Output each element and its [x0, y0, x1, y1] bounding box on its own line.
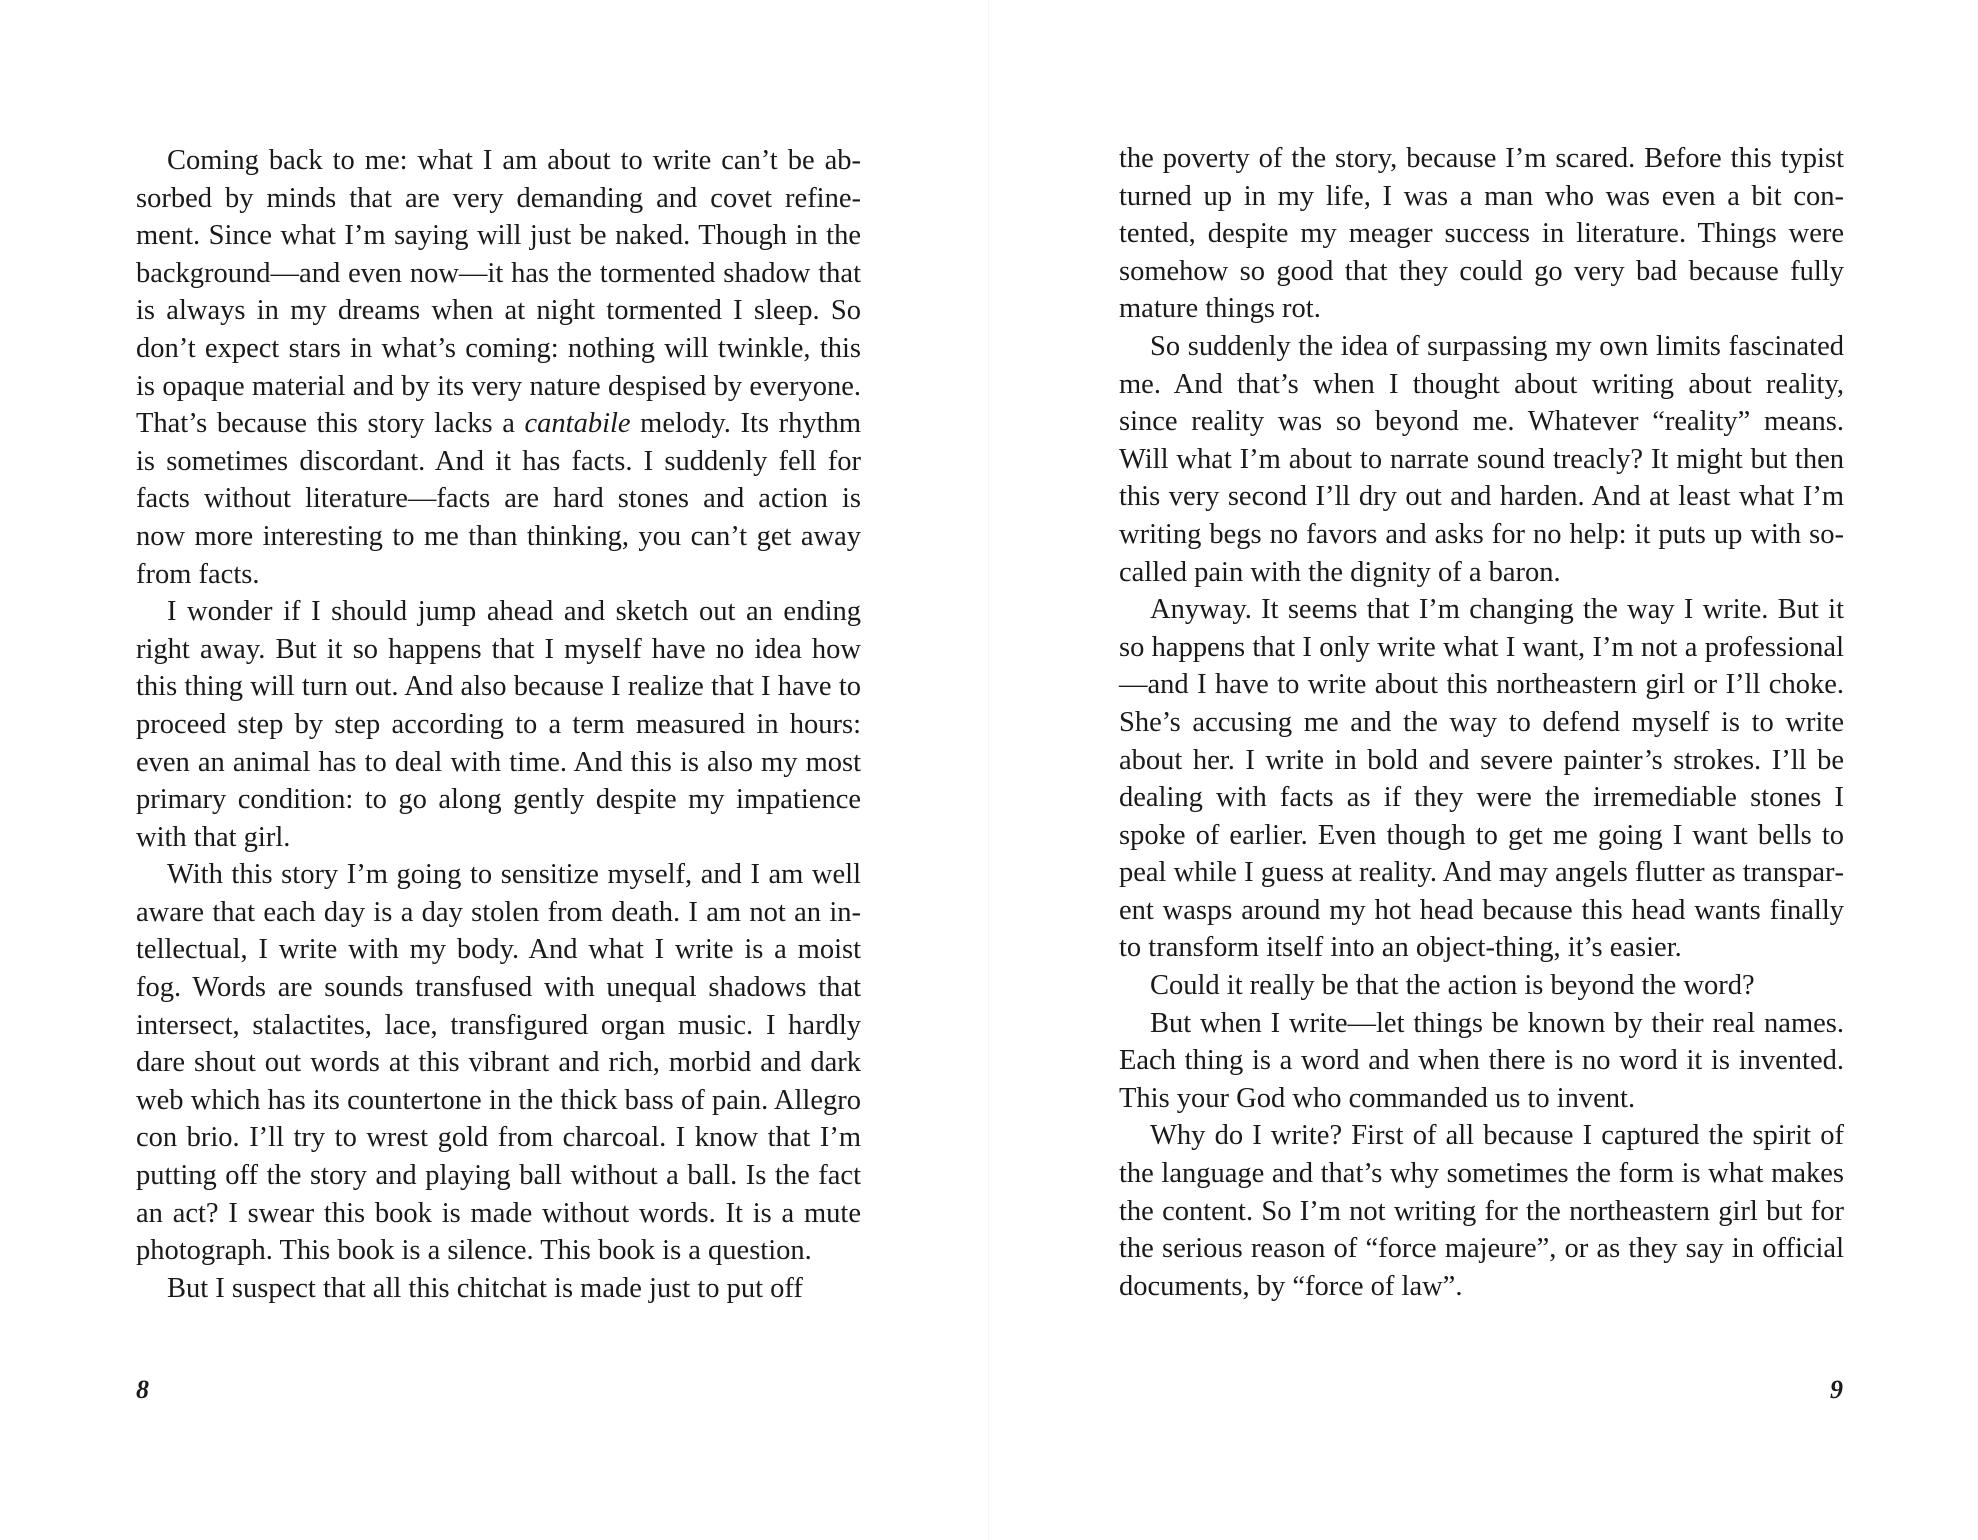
- paragraph: Why do I write? First of all because I captured the spirit of the language and that’s why sometimes the form is what makes the content. So I’m not writing for the northeastern girl but for the serious reason of “force majeure”, or as they say in official documents, by “force of law”.: [1119, 1120, 1844, 1302]
- page-number-right: 9: [1830, 1375, 1843, 1404]
- paragraph: Anyway. It seems that I’m changing the way I write. But it so happens that I only write what I want, I’m not a professional—and I have to write about this northeastern girl or I’ll choke. She’s accusing me and the way to defend myself is to write about her. I write in bold and severe painter’s strokes. I’ll be dealing with facts as if they were the irremediable stones I spoke of earlier. Even though to get me going I want bells to peal while I guess at reality. And may angels flutter as transparent wasps around my hot head because this head wants finally to transform itself into an object-thing, it’s easier.: [1119, 594, 1844, 964]
- page-number-left: 8: [136, 1375, 149, 1404]
- right-page: [989, 0, 1978, 1540]
- paragraph: But when I write—let things be known by their real names. Each thing is a word and when there is no word it is invented. This your God who commanded us to invent.: [1119, 1007, 1844, 1114]
- paragraph: Could it really be that the action is beyond the word?: [1150, 970, 1755, 1002]
- paragraph-text-continued: melody. Its rhythm is sometimes discordant. And it has facts. I suddenly fell for facts without literature—facts are hard stones and action is now more interesting to me than thinking, you can’t get away from facts.: [136, 408, 861, 590]
- paragraph: So suddenly the idea of surpassing my own limits fascinated me. And that’s when I thought about writing about reality, since reality was so beyond me. Whatever “reality” means. Will what I’m about to narrate sound treacly? It might but then this very second I’ll dry out and harden. And at least what I’m writing begs no favors and asks for no help: it puts up with so-called pain with the dignity of a baron.: [1119, 330, 1844, 588]
- left-page-text: [136, 142, 861, 1307]
- right-page-text: [1119, 140, 1844, 1305]
- emphasized-word: cantabile: [524, 408, 631, 440]
- paragraph: With this story I’m going to sensitize myself, and I am well aware that each day is a day stolen from death. I am not an intellectual, I write with my body. And what I write is a moist fog. Words are sounds transfused with unequal shadows that intersect, stalactites, lace, transfigured organ music. I hardly dare shout out words at this vibrant and rich, morbid and dark web which has its countertone in the thick bass of pain. Allegro con brio. I’ll try to wrest gold from charcoal. I know that I’m putting off the story and playing ball without a ball. Is the fact an act? I swear this book is made without words. It is a mute photograph. This book is a silence. This book is a question.: [136, 859, 861, 1267]
- paragraph-text: Coming back to me: what I am about to write can’t be absorbed by minds that are very demanding and covet refinement. Since what I’m saying will just be naked. Though in the background—and even now—it has the tormented shadow that is always in my dreams when at night tormented I sleep. So don’t expect stars in what’s coming: nothing will twinkle, this is opaque material and by its very nature despised by everyone. That’s because this story lacks a: [136, 145, 861, 440]
- paragraph: But I suspect that all this chitchat is made just to put off: [167, 1272, 803, 1304]
- paragraph: I wonder if I should jump ahead and sketch out an ending right away. But it so happens that I myself have no idea how this thing will turn out. And also because I realize that I have to proceed step by step according to a term measured in hours: even an animal has to deal with time. And this is also my most primary condition: to go along gently despite my impatience with that girl.: [136, 596, 861, 853]
- paragraph-continued: the poverty of the story, because I’m scared. Before this typist turned up in my life, I was a man who was even a bit contented, despite my meager success in literature. Things were somehow so good that they could go very bad because fully mature things rot.: [1119, 143, 1844, 325]
- paragraph: [136, 142, 861, 593]
